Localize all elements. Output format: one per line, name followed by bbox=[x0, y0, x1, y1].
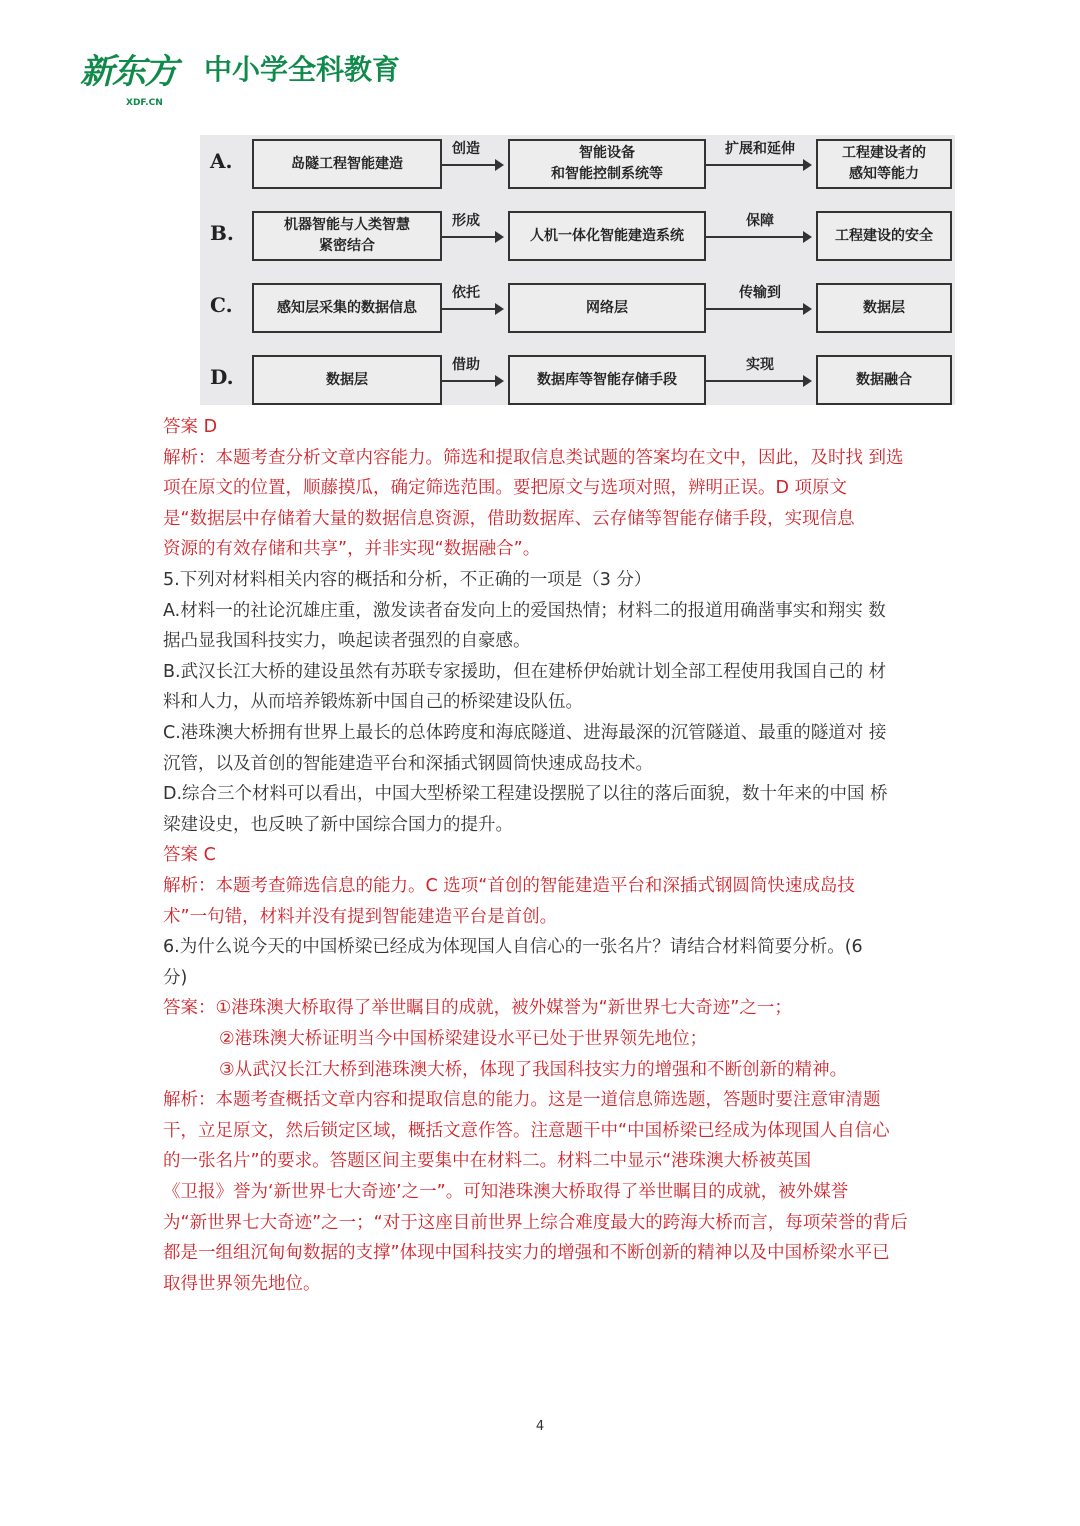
flow-box: 岛隧工程智能建造 bbox=[252, 139, 442, 189]
text-line: 答案：①港珠澳大桥取得了举世瞩目的成就，被外媒誉为“新世界七大奇迹”之一； bbox=[163, 998, 792, 1019]
text-line: 梁建设史，也反映了新中国综合国力的提升。 bbox=[163, 814, 513, 835]
flowchart-row bbox=[200, 139, 955, 189]
flow-box: 智能设备 和智能控制系统等 bbox=[508, 139, 706, 189]
text-line: 《卫报》誉为‘新世界七大奇迹’之一”。可知港珠澳大桥取得了举世瞩目的成就，被外媒誉 bbox=[163, 1182, 849, 1202]
text-line: C.港珠澳大桥拥有世界上最长的总体跨度和海底隧道、进海最深的沉管隧道、最重的隧道对 接 bbox=[163, 723, 887, 743]
brand-logo bbox=[80, 44, 440, 110]
option-label: D. bbox=[210, 365, 234, 389]
arrow-icon bbox=[706, 164, 810, 166]
text-line: 料和人力，从而培养锻炼新中国自己的桥梁建设队伍。 bbox=[163, 692, 583, 713]
arrow-label: 实现 bbox=[746, 357, 774, 373]
flow-box: 感知层采集的数据信息 bbox=[252, 283, 442, 333]
text-line: D.综合三个材料可以看出，中国大型桥梁工程建设摆脱了以往的落后面貌，数十年来的中国 桥 bbox=[163, 784, 888, 805]
arrow-icon bbox=[442, 380, 502, 382]
text-line: 资源的有效存储和共享”，并非实现“数据融合”。 bbox=[163, 539, 541, 560]
text-line: 术”一句错，材料并没有提到智能建造平台是首创。 bbox=[163, 906, 558, 927]
arrow-label: 形成 bbox=[452, 213, 480, 229]
arrow-label: 保障 bbox=[746, 213, 774, 229]
arrow-icon bbox=[442, 236, 502, 238]
logo-main: 新东方 bbox=[80, 52, 176, 92]
arrow-label: 扩展和延伸 bbox=[725, 141, 795, 157]
arrow-icon bbox=[706, 308, 810, 310]
text-line: 为“新世界七大奇迹”之一；“对于这座目前世界上综合难度最大的跨海大桥而言，每项荣誉的背后 bbox=[163, 1212, 908, 1233]
flow-box: 数据层 bbox=[252, 355, 442, 405]
flowchart-row bbox=[200, 355, 955, 405]
flow-box: 机器智能与人类智慧 紧密结合 bbox=[252, 211, 442, 261]
page-number: 4 bbox=[535, 1419, 545, 1434]
text-line: 是“数据层中存储着大量的数据信息资源，借助数据库、云存储等智能存储手段，实现信息 bbox=[163, 508, 855, 529]
flowchart-row bbox=[200, 211, 955, 261]
text-line: 解析：本题考查筛选信息的能力。C 选项“首创的智能建造平台和深插式钢圆筒快速成岛技 bbox=[163, 876, 855, 896]
flow-box: 工程建设的安全 bbox=[816, 211, 952, 261]
flow-box: 工程建设者的 感知等能力 bbox=[816, 139, 952, 189]
option-label: C. bbox=[210, 293, 233, 317]
logo-tagline: 中小学全科教育 bbox=[204, 53, 401, 86]
arrow-label: 传输到 bbox=[739, 285, 781, 301]
flow-box: 人机一体化智能建造系统 bbox=[508, 211, 706, 261]
option-label: A. bbox=[210, 149, 233, 173]
flow-box: 网络层 bbox=[508, 283, 706, 333]
text-line: 干，立足原文，然后锁定区域，概括文意作答。注意题干中“中国桥梁已经成为体现国人自信心 bbox=[163, 1120, 890, 1141]
text-line: 5.下列对材料相关内容的概括和分析，不正确的一项是（3 分） bbox=[163, 570, 652, 590]
text-line: 沉管，以及首创的智能建造平台和深插式钢圆筒快速成岛技术。 bbox=[163, 753, 653, 774]
text-line: 6.为什么说今天的中国桥梁已经成为体现国人自信心的一张名片？请结合材料简要分析。(6 bbox=[163, 937, 863, 958]
arrow-label: 创造 bbox=[452, 141, 480, 157]
logo-sub: XDF.CN bbox=[126, 98, 163, 108]
text-line: 答案 D bbox=[163, 417, 218, 437]
arrow-icon bbox=[442, 308, 502, 310]
option-label: B. bbox=[210, 221, 234, 245]
flowchart-row bbox=[200, 283, 955, 333]
arrow-label: 依托 bbox=[452, 285, 480, 301]
text-line: 都是一组组沉甸甸数据的支撑”体现中国科技实力的增强和不断创新的精神以及中国桥梁水平已 bbox=[163, 1243, 890, 1264]
flow-box: 数据层 bbox=[816, 283, 952, 333]
text-line: 答案 C bbox=[163, 845, 216, 866]
text-line: B.武汉长江大桥的建设虽然有苏联专家援助，但在建桥伊始就计划全部工程使用我国自己的 材 bbox=[163, 661, 887, 682]
arrow-icon bbox=[706, 380, 810, 382]
text-line: 取得世界领先地位。 bbox=[163, 1273, 321, 1294]
text-line: 据凸显我国科技实力，唤起读者强烈的自豪感。 bbox=[163, 631, 531, 652]
text-line: 项在原文的位置，顺藤摸瓜，确定筛选范围。要把原文与选项对照，辨明正误。D 项原文 bbox=[163, 478, 848, 499]
text-line: ②港珠澳大桥证明当今中国桥梁建设水平已处于世界领先地位； bbox=[219, 1029, 708, 1049]
arrow-icon bbox=[442, 164, 502, 166]
text-line: ③从武汉长江大桥到港珠澳大桥，体现了我国科技实力的增强和不断创新的精神。 bbox=[219, 1059, 848, 1080]
text-line: 解析：本题考查分析文章内容能力。筛选和提取信息类试题的答案均在文中，因此，及时找 到选 bbox=[163, 447, 904, 468]
arrow-label: 借助 bbox=[452, 357, 480, 373]
text-line: 的一张名片”的要求。答题区间主要集中在材料二。材料二中显示“港珠澳大桥被英国 bbox=[163, 1151, 812, 1172]
flow-box: 数据融合 bbox=[816, 355, 952, 405]
text-line: 解析：本题考查概括文章内容和提取信息的能力。这是一道信息筛选题，答题时要注意审清题 bbox=[163, 1090, 881, 1111]
flow-box: 数据库等智能存储手段 bbox=[508, 355, 706, 405]
flowchart-figure bbox=[200, 135, 955, 405]
text-line: 分) bbox=[163, 967, 188, 988]
arrow-icon bbox=[706, 236, 810, 238]
text-line: A.材料一的社论沉雄庄重，激发读者奋发向上的爱国热情；材料二的报道用确凿事实和翔实 数 bbox=[163, 600, 886, 621]
